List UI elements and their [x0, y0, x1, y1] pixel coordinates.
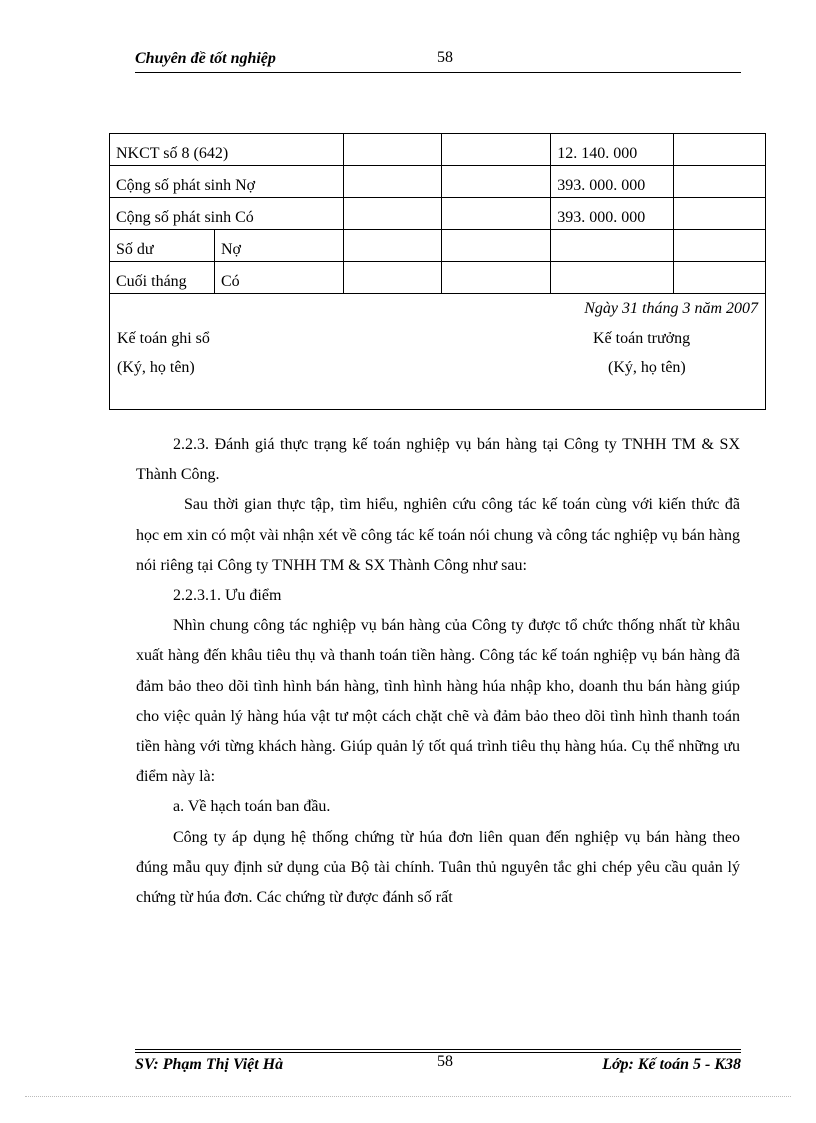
table-row: [110, 262, 766, 294]
signature-row: [110, 294, 766, 410]
subsection-heading: 2.2.3.1. Ưu điểm: [173, 587, 282, 605]
paragraph: Nhìn chung công tác nghiệp vụ bán hàng của Công ty được tổ chức thống nhất từ khâu xuất hàng đến khâu tiêu thụ và thanh toán tiền hàng. Công tác kế toán nghiệp vụ bán hàng đã đảm bảo theo dõi tình hình bán hàng, tình hình hàng húa nhập kho, doanh thu bán hàng giúp cho việc quản lý hàng húa vật tư một cách chặt chẽ và đảm bảo theo dõi tình hình thanh toán tiền hàng với từng khách hàng. Giúp quản lý tốt quá trình tiêu thụ hàng húa. Cụ thể những ưu điểm này là:: [136, 617, 740, 786]
balance-label: Số dư: [110, 230, 215, 262]
footer-page-number: 58: [437, 1053, 453, 1070]
signature-date: Ngày 31 tháng 3 năm 2007: [584, 300, 758, 317]
chief-accountant-title: Kế toán trưởng: [593, 330, 691, 347]
signature-block: [110, 294, 766, 410]
chief-accountant-note: (Ký, họ tên): [608, 359, 686, 376]
row-amount: 393. 000. 000: [551, 198, 674, 230]
table-row: [110, 198, 766, 230]
table-row: [110, 230, 766, 262]
paragraph: Sau thời gian thực tập, tìm hiểu, nghiên cứu công tác kế toán cùng với kiến thức đã học em xin có một vài nhận xét về công tác kế toán nói chung và công tác nghiệp vụ bán hàng nói riêng tại Công ty TNHH TM & SX Thành Công như sau:: [136, 496, 740, 574]
row-amount: 12. 140. 000: [551, 134, 674, 166]
row-amount: 393. 000. 000: [551, 166, 674, 198]
header-title: Chuyên đề tốt nghiệp: [135, 50, 276, 67]
page-header: [135, 48, 741, 73]
item-heading: a. Về hạch toán ban đầu.: [173, 798, 331, 816]
ledger-table: [109, 133, 766, 410]
page-footer: [135, 1049, 741, 1073]
footer-student: SV: Phạm Thị Việt Hà: [135, 1056, 284, 1073]
row-label: NKCT số 8 (642): [110, 134, 344, 166]
row-label: Cộng số phát sinh Nợ: [110, 166, 344, 198]
balance-credit: Có: [214, 262, 343, 294]
table-row: [110, 134, 766, 166]
balance-debit: Nợ: [214, 230, 343, 262]
header-page-number: 58: [437, 49, 453, 66]
balance-label: Cuối tháng: [110, 262, 215, 294]
table-row: [110, 166, 766, 198]
page-edge-divider: [25, 1096, 791, 1097]
paragraph: Công ty áp dụng hệ thống chứng từ húa đơn liên quan đến nghiệp vụ bán hàng theo đúng mẫu quy định sử dụng của Bộ tài chính. Tuân thủ nguyên tắc ghi chép yêu cầu quản lý chứng từ húa đơn. Các chứng từ được đánh số rất: [136, 828, 740, 907]
bookkeeper-title: Kế toán ghi sổ: [117, 330, 210, 347]
section-heading: 2.2.3. Đánh giá thực trạng kế toán nghiệp vụ bán hàng tại Công ty TNHH TM & SX Thành Công.: [136, 436, 740, 484]
bookkeeper-note: (Ký, họ tên): [117, 359, 195, 376]
footer-class: Lớp: Kế toán 5 - K38: [602, 1056, 741, 1073]
row-label: Cộng số phát sinh Có: [110, 198, 344, 230]
body-text: [136, 430, 740, 913]
